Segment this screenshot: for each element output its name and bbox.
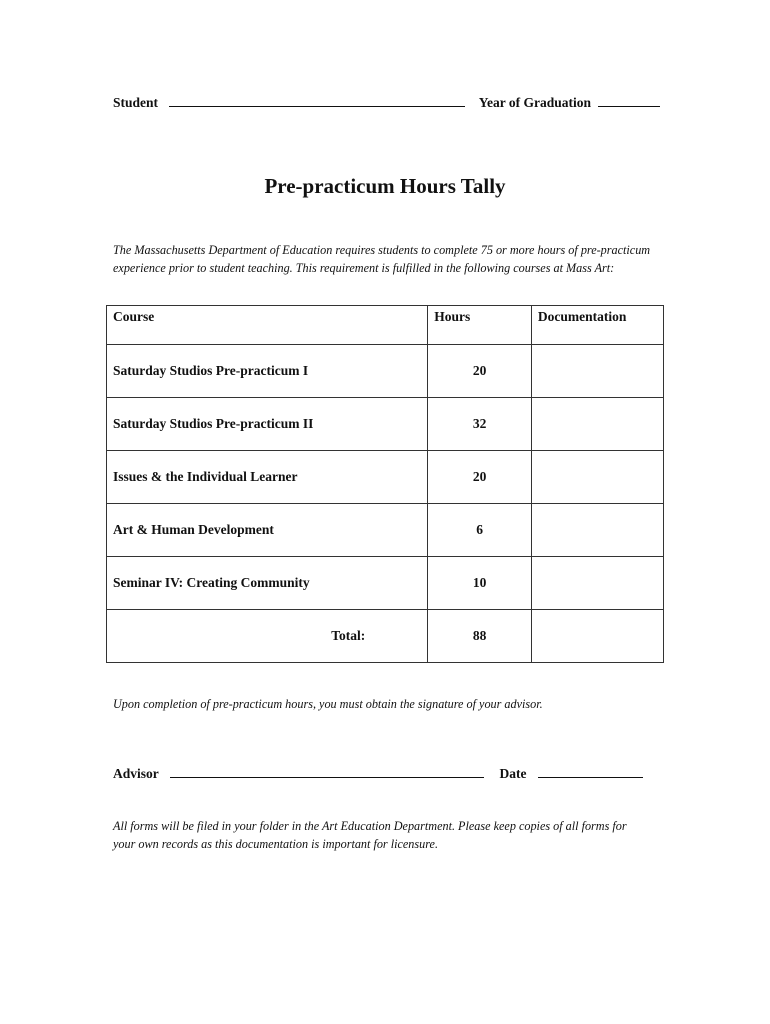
course-cell: Art & Human Development [107,504,428,557]
table-row [107,557,664,610]
hours-table [106,305,664,663]
date-label: Date [499,766,527,781]
hours-cell: 20 [428,345,532,398]
course-cell: Seminar IV: Creating Community [107,557,428,610]
documentation-cell[interactable] [531,451,663,504]
footer-paragraph [113,817,653,853]
intro-line-1: The Massachusetts Department of Education requires students to complete 75 or more hours of pre-practicum [113,243,651,257]
course-cell: Issues & the Individual Learner [107,451,428,504]
hours-column-header: Hours [428,306,532,345]
total-documentation-cell[interactable] [531,610,663,663]
hours-cell: 32 [428,398,532,451]
page-title: Pre-practicum Hours Tally [264,174,506,198]
course-cell: Saturday Studios Pre-practicum II [107,398,428,451]
hours-cell: 20 [428,451,532,504]
table-header-row [107,306,664,345]
advisor-note: Upon completion of pre-practicum hours, you must obtain the signature of your advisor. [113,697,543,711]
course-cell: Saturday Studios Pre-practicum I [107,345,428,398]
table-row [107,451,664,504]
total-row [107,610,664,663]
advisor-signature-field[interactable] [170,764,484,778]
student-label: Student [113,95,159,110]
student-line [113,93,660,111]
documentation-cell[interactable] [531,504,663,557]
documentation-cell[interactable] [531,345,663,398]
hours-cell: 6 [428,504,532,557]
total-label: Total: [107,610,428,663]
graduation-year-field[interactable] [598,93,660,107]
table-row [107,345,664,398]
date-field[interactable] [538,764,643,778]
hours-cell: 10 [428,557,532,610]
total-hours: 88 [428,610,532,663]
documentation-cell[interactable] [531,557,663,610]
advisor-signature-line [113,764,643,782]
documentation-column-header: Documentation [531,306,663,345]
intro-line-2: experience prior to student teaching. This requirement is fulfilled in the following courses at Mass Art: [113,261,615,275]
table-row [107,504,664,557]
advisor-label: Advisor [113,766,159,781]
intro-paragraph [113,241,653,277]
course-column-header: Course [107,306,428,345]
footer-line-1: All forms will be filed in your folder in the Art Education Department. Please keep copies of all forms for [113,819,627,833]
graduation-year-label: Year of Graduation [478,95,592,110]
documentation-cell[interactable] [531,398,663,451]
table-row [107,398,664,451]
footer-line-2: your own records as this documentation is important for licensure. [113,837,438,851]
student-name-field[interactable] [169,93,465,107]
